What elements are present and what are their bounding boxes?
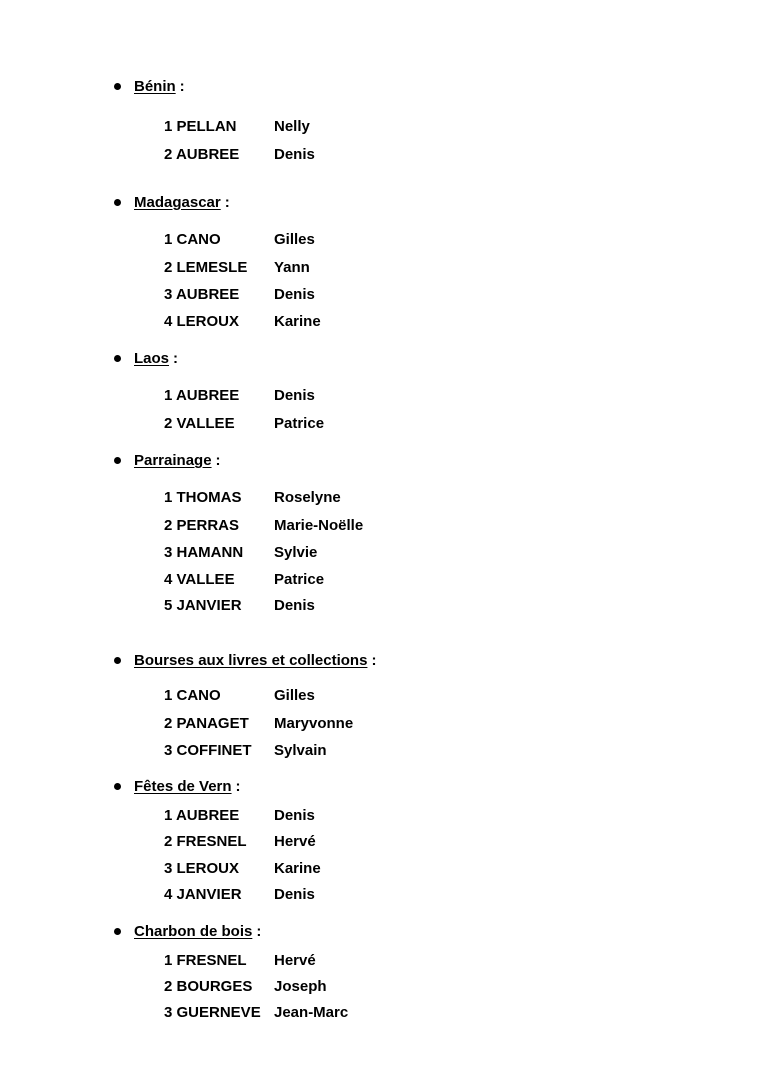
member-entry: 4 JANVIER [164, 886, 242, 903]
member-entry: 2 FRESNEL [164, 833, 247, 850]
section-heading [114, 451, 221, 471]
section-heading [114, 777, 241, 797]
section-title: Charbon de bois [134, 923, 253, 940]
heading-colon: : [179, 78, 185, 95]
member-firstname: Gilles [274, 231, 315, 248]
section-heading [114, 651, 376, 671]
section-title: Madagascar [134, 194, 221, 211]
member-entry: 5 JANVIER [164, 597, 242, 614]
member-entry: 2 AUBREE [164, 146, 240, 163]
member-entry: 2 VALLEE [164, 415, 235, 432]
member-firstname: Hervé [274, 833, 316, 850]
section-heading [114, 349, 178, 369]
bullet-icon [114, 657, 121, 664]
member-firstname: Yann [274, 259, 310, 276]
member-firstname: Maryvonne [274, 715, 354, 732]
member-entry: 2 PERRAS [164, 517, 240, 534]
member-firstname: Karine [274, 860, 321, 877]
member-firstname: Sylvie [274, 544, 318, 561]
bullet-icon [114, 83, 121, 90]
section-heading [114, 193, 230, 213]
member-entry: 1 PELLAN [164, 118, 237, 135]
member-entry: 3 COFFINET [164, 742, 252, 759]
member-firstname: Gilles [274, 687, 315, 704]
member-firstname: Joseph [274, 978, 327, 995]
member-entry: 2 PANAGET [164, 715, 249, 732]
section-title: Bénin [134, 78, 176, 95]
member-firstname: Denis [274, 886, 315, 903]
member-entry: 2 BOURGES [164, 978, 253, 995]
heading-colon: : [173, 350, 179, 367]
heading-colon: : [256, 923, 262, 940]
member-firstname: Denis [274, 387, 315, 404]
member-entry: 1 AUBREE [164, 807, 240, 824]
member-firstname: Denis [274, 286, 315, 303]
member-firstname: Marie-Noëlle [274, 517, 364, 534]
heading-colon: : [235, 778, 241, 795]
member-entry: 1 FRESNEL [164, 952, 247, 969]
bullet-icon [114, 928, 121, 935]
bullet-icon [114, 783, 121, 790]
section-title: Fêtes de Vern [134, 778, 232, 795]
member-entry: 3 HAMANN [164, 544, 244, 561]
member-entry: 1 CANO [164, 687, 221, 704]
section-title: Bourses aux livres et collections [134, 652, 368, 669]
member-firstname: Denis [274, 597, 315, 614]
member-entry: 4 VALLEE [164, 571, 235, 588]
member-entry: 1 THOMAS [164, 489, 242, 506]
member-firstname: Jean-Marc [274, 1004, 349, 1021]
member-entry: 1 AUBREE [164, 387, 240, 404]
member-firstname: Karine [274, 313, 321, 330]
bullet-icon [114, 199, 121, 206]
section-title: Parrainage [134, 452, 212, 469]
member-firstname: Nelly [274, 118, 310, 135]
member-entry: 3 GUERNEVE [164, 1004, 261, 1021]
section-heading [114, 77, 185, 97]
member-firstname: Roselyne [274, 489, 341, 506]
member-entry: 1 CANO [164, 231, 221, 248]
member-firstname: Denis [274, 146, 315, 163]
member-firstname: Hervé [274, 952, 316, 969]
member-firstname: Patrice [274, 415, 325, 432]
heading-colon: : [215, 452, 221, 469]
member-entry: 4 LEROUX [164, 313, 240, 330]
bullet-icon [114, 355, 121, 362]
member-firstname: Denis [274, 807, 315, 824]
member-entry: 3 LEROUX [164, 860, 240, 877]
section-heading [114, 922, 261, 942]
member-firstname: Patrice [274, 571, 325, 588]
section-title: Laos [134, 350, 170, 367]
member-firstname: Sylvain [274, 742, 327, 759]
member-entry: 2 LEMESLE [164, 259, 248, 276]
bullet-icon [114, 457, 121, 464]
member-entry: 3 AUBREE [164, 286, 240, 303]
heading-colon: : [224, 194, 230, 211]
heading-colon: : [371, 652, 377, 669]
